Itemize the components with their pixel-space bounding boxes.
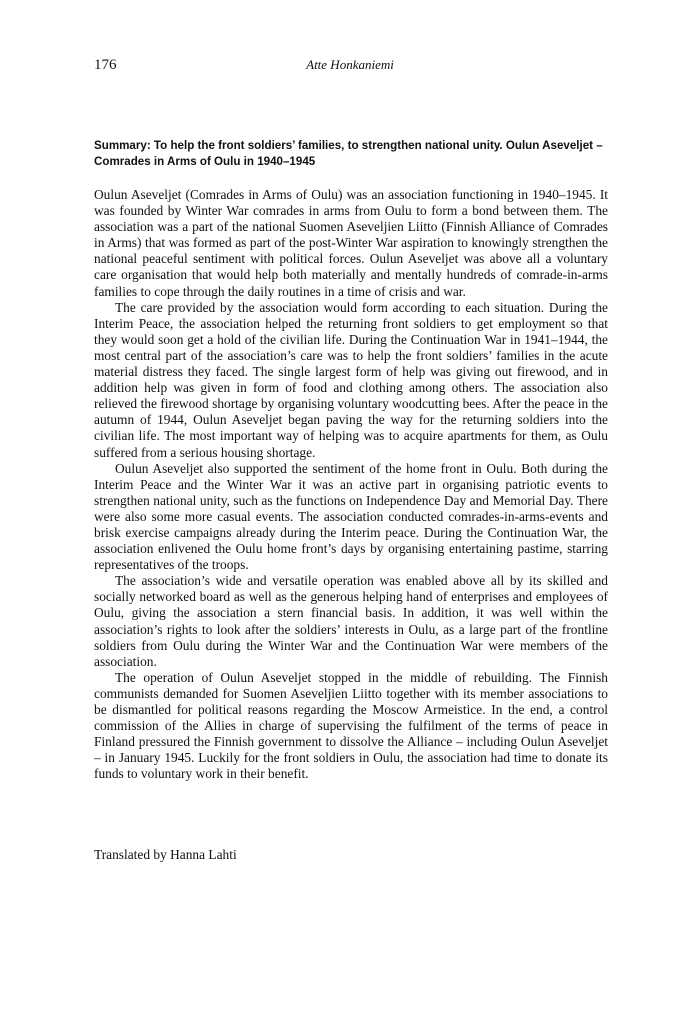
summary-title: Summary: To help the front soldiers’ families, to strengthen national unity. Oulun Aseveljet – Comrades in Arms of Oulu in 1940–1945 (94, 139, 603, 168)
summary-paragraph: The association’s wide and versatile operation was enabled above all by its skilled and socially networked board as well as the generous helping hand of enterprises and employees of Oulu, giving the association a stern financial basis. In addition, it was well within the association’s rights to look after the soldiers’ interests in Oulu, as a large part of the frontline soldiers from Oulu during the Winter War and the Continuation War were members of the association. (94, 573, 608, 669)
running-head: Atte Honkaniemi (306, 57, 394, 72)
summary-body (94, 187, 608, 782)
summary-paragraph: The operation of Oulun Aseveljet stopped in the middle of rebuilding. The Finnish communists demanded for Suomen Aseveljien Liitto together with its member associations to be dismantled for political reasons regarding the Moscow Armeistice. In the end, a control commission of the Allies in charge of supervising the fulfilment of the terms of peace in Finland pressured the Finnish government to dissolve the Alliance – including Oulun Aseveljet – in January 1945. Luckily for the front soldiers in Oulu, the association had time to donate its funds to voluntary work in their benefit. (94, 669, 608, 782)
translator-credit: Translated by Hanna Lahti (94, 847, 237, 862)
summary-paragraph: Oulun Aseveljet (Comrades in Arms of Oulu) was an association functioning in 1940–1945. It was founded by Winter War comrades in arms from Oulu to form a bond between them. The association was a part of the national Suomen Aseveljien Liitto (Finnish Alliance of Comrades in Arms) that was formed as part of the post-Winter War aspiration to knowingly strengthen the national peaceful sentiment with political forces. Oulun Aseveljet was above all a voluntary care organisation that would help both materially and mentally hundreds of comrade-in-arms families to cope through the daily routines in a time of crisis and war. (94, 187, 608, 299)
page-number: 176 (94, 57, 117, 73)
summary-paragraph: Oulun Aseveljet also supported the sentiment of the home front in Oulu. Both during the Interim Peace and the Winter War it was an active part in organising patriotic events to strengthen national unity, such as the functions on Independence Day and Memorial Day. There were also some more casual events. The association conducted comrades-in-arms-events and brisk exercise campaigns already during the Interim peace. During the Continuation War, the association enlivened the Oulu home front’s days by organising entertaining pastime, starring representatives of the troops. (94, 460, 608, 573)
summary-paragraph: The care provided by the association would form according to each situation. During the Interim Peace, the association helped the returning front soldiers to get employment so that they would soon get a hold of the civilian life. During the Continuation War in 1941–1944, the most central part of the association’s care was to help the front soldiers’ families in the acute material distress they faced. The single largest form of help was giving out firewood, and in addition help was given in form of food and clothing among others. The association also relieved the firewood shortage by organising voluntary woodcutting bees. After the peace in the autumn of 1944, Oulun Aseveljet began paving the way for the returning soldiers into the civilian life. The most important way of helping was to acquire apartments for them, as Oulu suffered from a serious housing shortage. (94, 299, 608, 460)
